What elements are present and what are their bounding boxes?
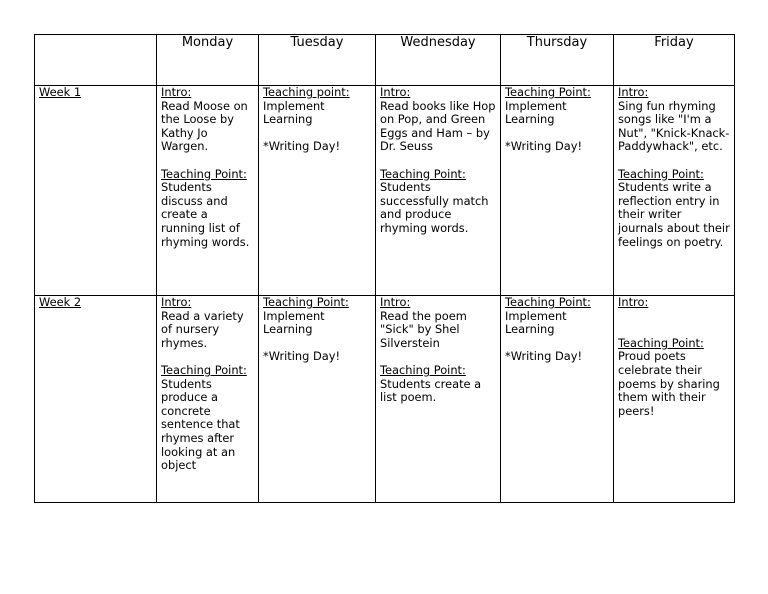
week-row-1 [35, 86, 735, 296]
cell-text: *Writing Day! [263, 139, 341, 154]
corner-cell [35, 35, 157, 86]
plan-cell-week2-thursday [501, 296, 614, 503]
cell-text: Students create a list poem. [380, 376, 482, 405]
cell-text: Proud poets celebrate their poems by sharing them with their peers! [618, 349, 720, 418]
cell-text: Students discuss and create a running list of rhyming words. [161, 180, 250, 249]
plan-cell-week1-monday [157, 86, 259, 296]
paragraph-spacer [505, 337, 609, 351]
week-label [35, 86, 157, 296]
cell-text: *Writing Day! [505, 349, 583, 364]
section-heading: Intro: [161, 85, 192, 99]
section-heading: Intro: [380, 85, 411, 99]
plan-cell-week1-wednesday [376, 86, 501, 296]
cell-text: Implement Learning [505, 308, 567, 337]
day-header-monday: Monday [157, 35, 259, 86]
cell-text: Read books like Hop on Pop, and Green Eggs and Ham – by Dr. Seuss [380, 98, 496, 154]
cell-text: Read the poem "Sick" by Shel Silverstein [380, 308, 467, 350]
plan-cell-week2-monday [157, 296, 259, 503]
week-row-2 [35, 296, 735, 503]
paragraph-spacer [263, 337, 371, 351]
header-row [35, 35, 735, 86]
cell-text: Students successfully match and produce rhyming words. [380, 180, 489, 235]
lesson-plan-table [34, 34, 735, 503]
plan-cell-week1-friday [614, 86, 735, 296]
section-heading: Teaching Point: [505, 295, 591, 309]
paragraph-spacer [505, 127, 609, 141]
week-label-text: Week 1 [39, 85, 82, 99]
plan-cell-week2-tuesday [259, 296, 376, 503]
section-heading: Teaching Point: [380, 166, 466, 181]
cell-text: Implement Learning [263, 308, 325, 337]
cell-text: *Writing Day! [263, 349, 341, 364]
week-label-text: Week 2 [39, 295, 82, 309]
section-heading: Teaching Point: [380, 362, 466, 377]
section-heading: Teaching Point: [263, 295, 349, 309]
cell-text: Sing fun rhyming songs like "I'm a Nut", "Knick-Knack-Paddywhack", etc. [618, 98, 730, 154]
cell-text: Read Moose on the Loose by Kathy Jo Wargen. [161, 98, 248, 154]
section-heading: Intro: [618, 295, 649, 309]
paragraph-spacer [263, 127, 371, 141]
plan-cell-week2-wednesday [376, 296, 501, 503]
paragraph-spacer [618, 323, 730, 337]
cell-text: Students write a reflection entry in their writer journals about their feelings on poetry. [618, 180, 730, 249]
cell-text: Students produce a concrete sentence that rhymes after looking at an object [161, 376, 240, 473]
cell-text: Implement Learning [505, 98, 567, 127]
plan-cell-week2-friday [614, 296, 735, 503]
cell-text: Read a variety of nursery rhymes. [161, 308, 244, 350]
day-header-tuesday: Tuesday [259, 35, 376, 86]
plan-cell-week1-tuesday [259, 86, 376, 296]
paragraph-spacer [618, 310, 730, 324]
section-heading: Teaching point: [263, 85, 350, 99]
section-heading: Intro: [380, 295, 411, 309]
cell-text: *Writing Day! [505, 139, 583, 154]
paragraph-spacer [380, 350, 496, 364]
paragraph-spacer [380, 154, 496, 168]
section-heading: Teaching Point: [505, 85, 591, 99]
paragraph-spacer [161, 350, 254, 364]
cell-text: Implement Learning [263, 98, 325, 127]
section-heading: Teaching Point: [618, 335, 704, 350]
section-heading: Teaching Point: [161, 166, 247, 181]
day-header-thursday: Thursday [501, 35, 614, 86]
week-label [35, 296, 157, 503]
day-header-wednesday: Wednesday [376, 35, 501, 86]
section-heading: Teaching Point: [161, 362, 247, 377]
paragraph-spacer [161, 154, 254, 168]
section-heading: Intro: [161, 295, 192, 309]
section-heading: Teaching Point: [618, 166, 704, 181]
plan-cell-week1-thursday [501, 86, 614, 296]
day-header-friday: Friday [614, 35, 735, 86]
section-heading: Intro: [618, 85, 649, 99]
paragraph-spacer [618, 154, 730, 168]
